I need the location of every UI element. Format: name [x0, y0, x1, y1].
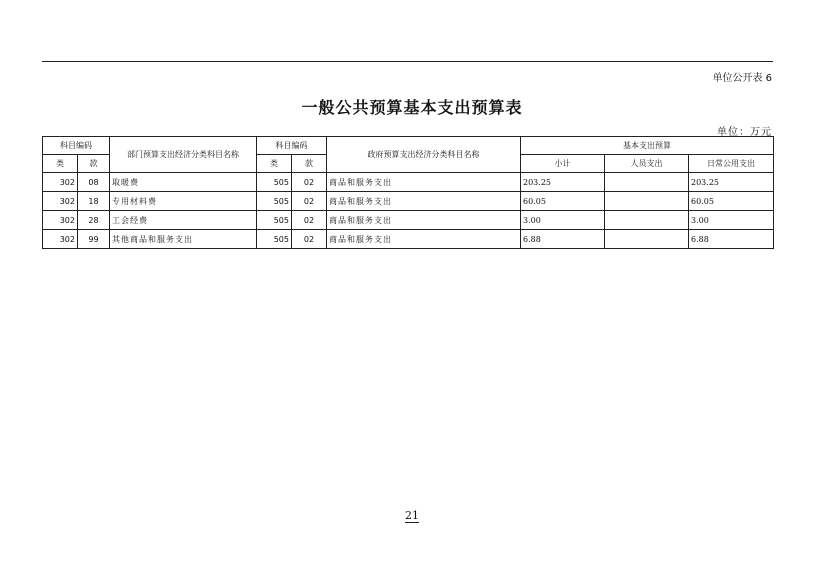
- table-row: [43, 192, 774, 211]
- subtotal-cell: 6.88: [521, 230, 605, 249]
- dept-class-cell: 302: [43, 192, 78, 211]
- subtotal-cell: 3.00: [521, 211, 605, 230]
- daily-expense-header: 日常公用支出: [689, 155, 774, 173]
- gov-name-cell: 商品和服务支出: [327, 211, 521, 230]
- gov-item-cell: 02: [292, 230, 327, 249]
- dept-item-header: 款: [78, 155, 110, 173]
- daily-expense-cell: 203.25: [689, 173, 774, 192]
- personnel-cell: [605, 211, 689, 230]
- page-number-text: 21: [405, 509, 419, 522]
- dept-class-cell: 302: [43, 230, 78, 249]
- basic-expenditure-header: 基本支出预算: [521, 137, 774, 155]
- dept-item-cell: 99: [78, 230, 110, 249]
- gov-item-header: 款: [292, 155, 327, 173]
- page-number: [0, 509, 824, 522]
- daily-expense-cell: 3.00: [689, 211, 774, 230]
- subtotal-header: 小计: [521, 155, 605, 173]
- budget-table: [42, 136, 774, 249]
- top-rule: [42, 61, 773, 62]
- gov-class-cell: 505: [257, 230, 292, 249]
- dept-item-cell: 08: [78, 173, 110, 192]
- gov-name-cell: 商品和服务支出: [327, 173, 521, 192]
- table-row: [43, 230, 774, 249]
- personnel-cell: [605, 230, 689, 249]
- dept-code-header: 科目编码: [43, 137, 110, 155]
- personnel-header: 人员支出: [605, 155, 689, 173]
- gov-class-cell: 505: [257, 173, 292, 192]
- dept-name-cell: 专用材料费: [110, 192, 257, 211]
- dept-name-cell: 其他商品和服务支出: [110, 230, 257, 249]
- gov-class-header: 类: [257, 155, 292, 173]
- dept-item-cell: 28: [78, 211, 110, 230]
- dept-name-header: 部门预算支出经济分类科目名称: [110, 137, 257, 173]
- gov-class-cell: 505: [257, 211, 292, 230]
- table-row: [43, 211, 774, 230]
- sheet-number: 单位公开表 6: [712, 73, 772, 84]
- gov-class-cell: 505: [257, 192, 292, 211]
- page-title: 一般公共预算基本支出预算表: [301, 98, 523, 117]
- dept-class-cell: 302: [43, 173, 78, 192]
- daily-expense-cell: 6.88: [689, 230, 774, 249]
- dept-name-cell: 取暖费: [110, 173, 257, 192]
- dept-name-cell: 工会经费: [110, 211, 257, 230]
- dept-item-cell: 18: [78, 192, 110, 211]
- daily-expense-cell: 60.05: [689, 192, 774, 211]
- unit-label: 单位：万元: [717, 127, 772, 138]
- gov-item-cell: 02: [292, 173, 327, 192]
- subtotal-cell: 203.25: [521, 173, 605, 192]
- personnel-cell: [605, 192, 689, 211]
- gov-item-cell: 02: [292, 192, 327, 211]
- personnel-cell: [605, 173, 689, 192]
- gov-item-cell: 02: [292, 211, 327, 230]
- gov-name-cell: 商品和服务支出: [327, 230, 521, 249]
- gov-name-cell: 商品和服务支出: [327, 192, 521, 211]
- dept-class-cell: 302: [43, 211, 78, 230]
- subtotal-cell: 60.05: [521, 192, 605, 211]
- table-row: [43, 173, 774, 192]
- dept-class-header: 类: [43, 155, 78, 173]
- gov-name-header: 政府预算支出经济分类科目名称: [327, 137, 521, 173]
- gov-code-header: 科目编码: [257, 137, 327, 155]
